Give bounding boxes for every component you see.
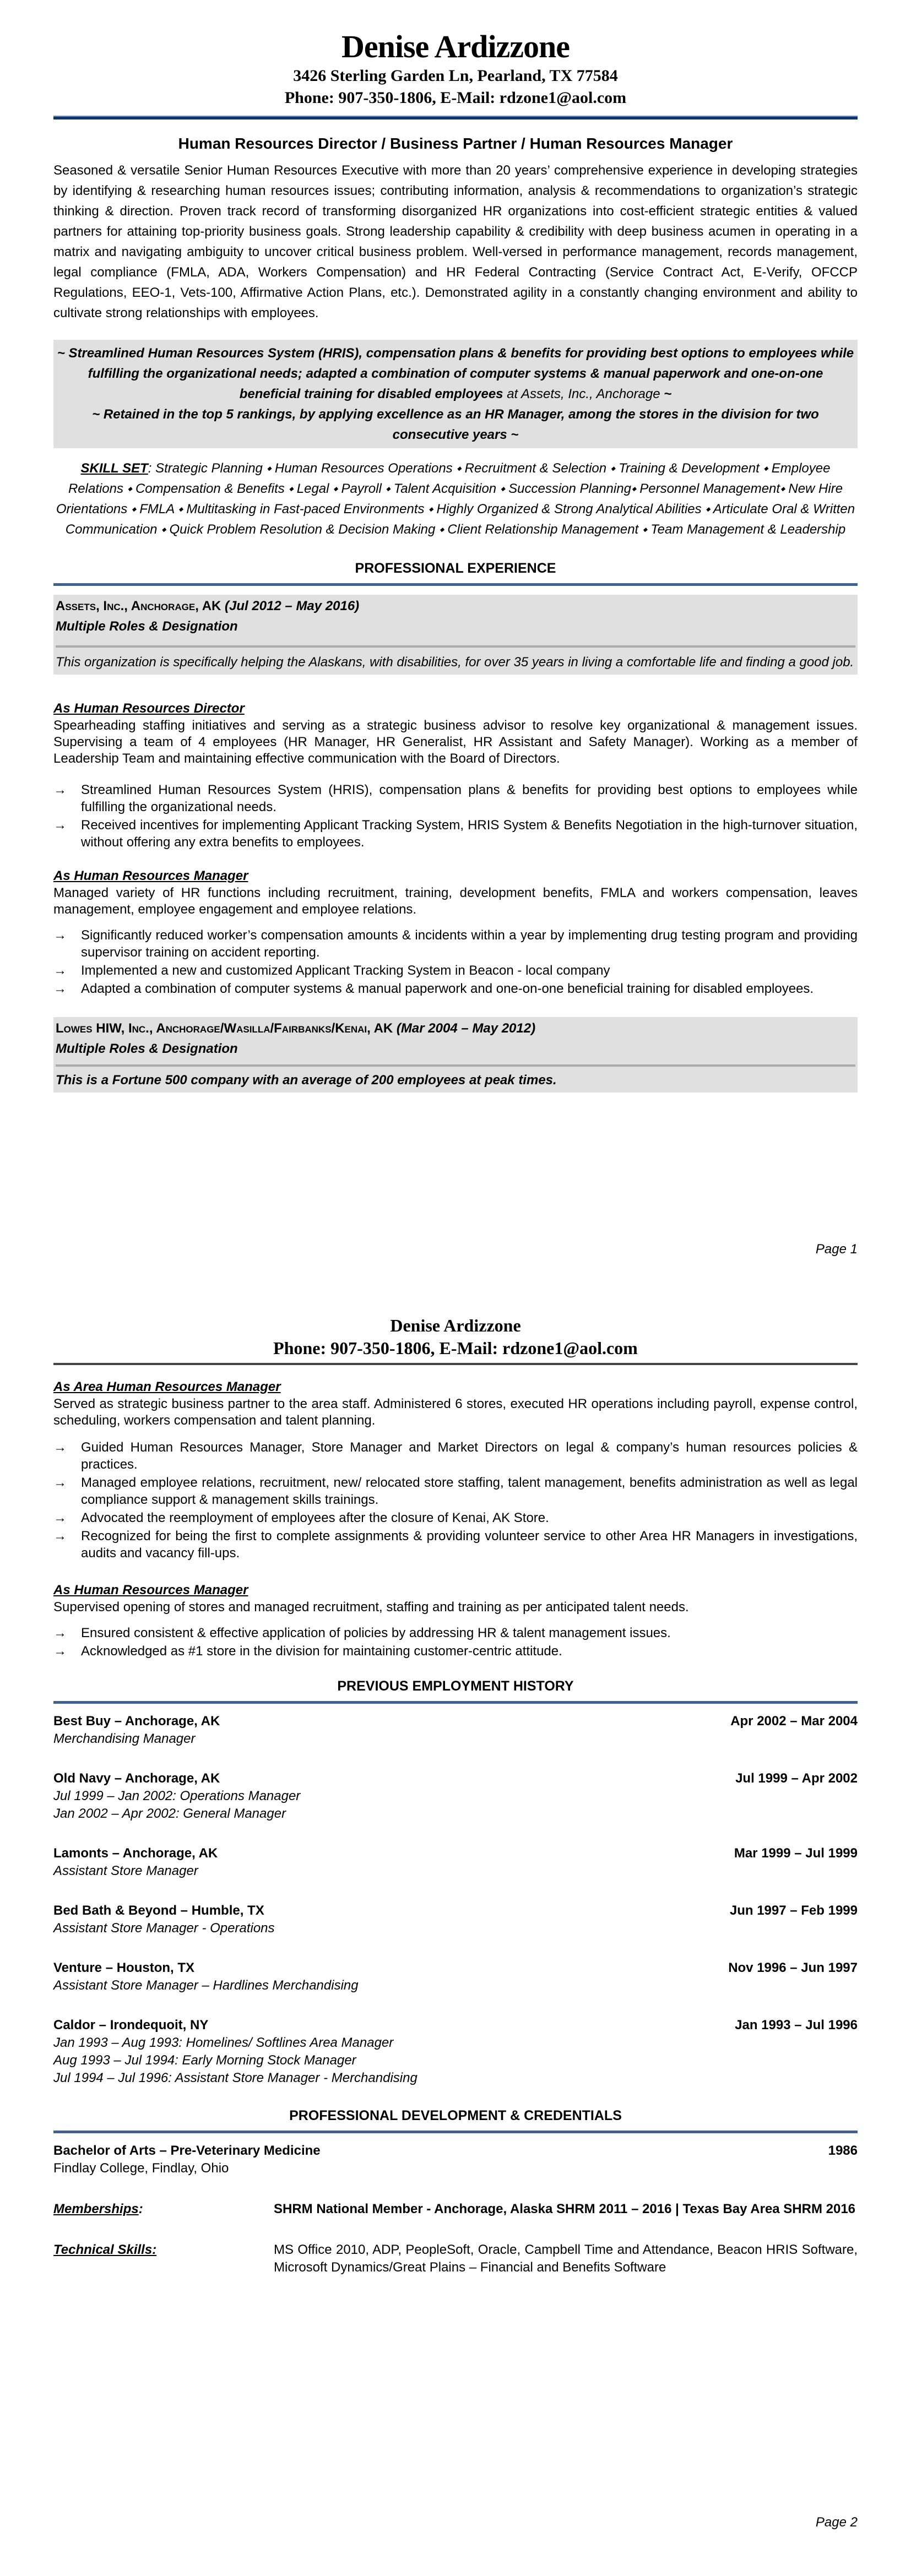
company-dates: (Jul 2012 – May 2016) — [221, 599, 360, 613]
job-dates: Nov 1996 – Jun 1997 — [728, 1960, 858, 1975]
list-item: → Streamlined Human Resources System (HRIS), compensation plans & benefits for providing best options to employees while fulfilling the organizational needs. — [53, 782, 858, 814]
role-description: Supervised opening of stores and managed recruitment, staffing and training as per anticipated talent needs. — [53, 1600, 689, 1615]
page-number: Page 1 — [815, 1242, 858, 1257]
job-title: Assistant Store Manager — [53, 1863, 198, 1878]
job-title: Aug 1993 – Jul 1994: Early Morning Stock Manager — [53, 2053, 356, 2068]
section-divider — [53, 1701, 858, 1704]
list-item: → Recognized for being the first to complete assignments & providing volunteer service to other Area HR Managers in investigations, audits and vacancy fill-ups. — [53, 1529, 858, 1561]
section-title-experience: PROFESSIONAL EXPERIENCE — [355, 561, 556, 576]
arrow-icon: → — [53, 818, 67, 833]
company-dates: (Mar 2004 – May 2012) — [393, 1021, 536, 1036]
job-title: Assistant Store Manager – Hardlines Merchandising — [53, 1978, 359, 1993]
list-item: → Received incentives for implementing Applicant Tracking System, HRIS System & Benefits Negotiation in the high-turnover situation, without offering any extra benefits to employees. — [53, 818, 858, 850]
header-divider — [53, 1363, 858, 1365]
candidate-name: Denise Ardizzone — [341, 29, 570, 64]
role-description: Managed variety of HR functions including recruitment, training, development benefits, FMLA and workers compensation, leaves management, employee engagement and employee relations. — [53, 885, 858, 917]
role-title-hr-manager: As Human Resources Manager — [53, 1583, 248, 1597]
arrow-icon: → — [53, 1529, 67, 1544]
company-description: This is a Fortune 500 company with an average of 200 employees at peak times. — [56, 1073, 557, 1088]
highlights-box — [53, 340, 858, 448]
memberships-value: SHRM National Member - Anchorage, Alaska SHRM 2011 – 2016 | Texas Bay Area SHRM 2016 — [274, 2202, 856, 2216]
arrow-icon: → — [53, 963, 67, 978]
achievement-list — [53, 1439, 858, 1562]
job-dates: Jan 1993 – Jul 1996 — [735, 2018, 858, 2032]
degree-year: 1986 — [828, 2143, 858, 2158]
job-entry — [53, 2017, 858, 2087]
job-company: Best Buy – Anchorage, AK — [53, 1714, 220, 1729]
role-description: Spearheading staffing initiatives and serving as a strategic business advisor to resolve key organizational & management issues. Supervising a team of 4 employees (HR Manager, HR Generalist, HR Assistant and Safety Manager). Working as a member of Leadership Team and maintaining effective communication with the Board of Directors. — [53, 718, 858, 766]
role-title-hr-manager: As Human Resources Manager — [53, 868, 248, 883]
job-title: Jan 2002 – Apr 2002: General Manager — [53, 1806, 286, 1821]
list-item: → Advocated the reemployment of employees after the closure of Kenai, AK Store. — [53, 1510, 549, 1525]
section-title-history: PREVIOUS EMPLOYMENT HISTORY — [337, 1678, 574, 1694]
company-description: This organization is specifically helping the Alaskans, with disabilities, for over 35 years in living a comfortable life and finding a good job. — [56, 655, 854, 670]
company-header-assets — [53, 595, 858, 675]
list-item: → Guided Human Resources Manager, Store Manager and Market Directors on legal & company’s human resources policies & practices. — [53, 1440, 858, 1472]
arrow-icon: → — [53, 1644, 67, 1659]
page-number: Page 2 — [815, 2515, 858, 2530]
address: 3426 Sterling Garden Ln, Pearland, TX 77584 — [293, 67, 618, 85]
job-title: Jul 1999 – Jan 2002: Operations Manager — [53, 1789, 301, 1803]
highlight-2: ~ Retained in the top 5 rankings, by applying excellence as an HR Manager, among the stores in the division for two consecutive years ~ — [92, 407, 819, 442]
company-roles: Multiple Roles & Designation — [56, 619, 238, 634]
job-company: Old Navy – Anchorage, AK — [53, 1771, 220, 1786]
skill-set-label: SKILL SET — [80, 461, 148, 476]
role-title-hr-director: As Human Resources Director — [53, 701, 245, 716]
company-roles: Multiple Roles & Designation — [56, 1041, 238, 1056]
memberships-row: Memberships: SHRM National Member - Anchorage, Alaska SHRM 2011 – 2016 | Texas Bay Area SHRM 2016 — [53, 2200, 858, 2218]
job-title: Assistant Store Manager - Operations — [53, 1921, 275, 1936]
job-title: Merchandising Manager — [53, 1731, 196, 1746]
header-divider — [53, 116, 858, 119]
highlight-1: ~ Streamlined Human Resources System (HRIS), compensation plans & benefits for providing best options to employees while fulfilling the organizational needs; adapted a combination of computer systems & manual paperwork and one-on-one beneficial training for disabled employees at Assets, Inc., Anchorage ~ — [57, 346, 854, 401]
list-item: → Managed employee relations, recruitment, new/ relocated store staffing, talent management, benefits administration as well as legal compliance support & management skills trainings. — [53, 1475, 858, 1507]
job-entry — [53, 1902, 858, 1937]
arrow-icon: → — [53, 1475, 67, 1490]
section-divider — [53, 2131, 858, 2133]
skill-set-list: : Strategic Planning ⬩ Human Resources Operations ⬩ Recruitment & Selection ⬩ Training & Development ⬩ Employee Relations ⬩ Compensation & Benefits ⬩ Legal ⬩ Payroll ⬩ Talent Acquisition ⬩ Succession Planning⬩ Personnel Management⬩ New Hire Orientations ⬩ FMLA ⬩ Multitasking in Fast-paced Environments ⬩ Highly Organized & Strong Analytical Abilities ⬩ Articulate Oral & Written Communication ⬩ Quick Problem Resolution & Decision Making ⬩ Client Relationship Management ⬩ Team Management & Leadership — [56, 461, 855, 537]
arrow-icon: → — [53, 1626, 67, 1640]
professional-headline: Human Resources Director / Business Partner / Human Resources Manager — [178, 135, 733, 152]
list-item: → Adapted a combination of computer systems & manual paperwork and one-on-one beneficial training for disabled employees. — [53, 981, 814, 996]
technical-skills-row — [53, 2241, 858, 2276]
school: Findlay College, Findlay, Ohio — [53, 2161, 229, 2176]
company-divider — [56, 645, 855, 648]
company-name: Lowes HIW, Inc., Anchorage/Wasilla/Fairbanks/Kenai, AK — [56, 1021, 393, 1036]
job-entry — [53, 1770, 858, 1823]
technical-skills-label: Technical Skills: — [53, 2242, 157, 2257]
achievement-list — [53, 781, 858, 851]
job-company: Caldor – Irondequoit, NY — [53, 2018, 209, 2032]
achievement-list — [53, 1624, 858, 1660]
skill-set — [53, 458, 858, 540]
job-dates: Mar 1999 – Jul 1999 — [734, 1846, 858, 1861]
page-2 — [0, 1288, 911, 2576]
company-name: Assets, Inc., Anchorage, AK — [56, 599, 221, 613]
role-title-area-hr-manager: As Area Human Resources Manager — [53, 1379, 281, 1394]
memberships-label: Memberships — [53, 2202, 139, 2216]
list-item: → Significantly reduced worker’s compensation amounts & incidents within a year by implementing drug testing program and providing supervisor training on accident reporting. — [53, 928, 858, 960]
technical-skills-value: MS Office 2010, ADP, PeopleSoft, Oracle, Campbell Time and Attendance, Beacon HRIS Software, Microsoft Dynamics/Great Plains – Financial and Benefits Software — [274, 2242, 858, 2275]
list-item: → Implemented a new and customized Applicant Tracking System in Beacon - local company — [53, 963, 610, 978]
contact-line: Phone: 907-350-1806, E-Mail: rdzone1@aol.com — [284, 89, 627, 107]
job-dates: Apr 2002 – Mar 2004 — [730, 1714, 858, 1729]
arrow-icon: → — [53, 1510, 67, 1525]
job-entry — [53, 1713, 858, 1748]
achievement-list — [53, 927, 858, 997]
role-description: Served as strategic business partner to the area staff. Administered 6 stores, executed HR operations including payroll, expense control, scheduling, workers compensation and talent planning. — [53, 1396, 858, 1428]
job-company: Bed Bath & Beyond – Humble, TX — [53, 1903, 264, 1918]
job-company: Lamonts – Anchorage, AK — [53, 1846, 218, 1861]
arrow-icon: → — [53, 981, 67, 996]
job-title: Jul 1994 – Jul 1996: Assistant Store Manager - Merchandising — [53, 2070, 417, 2085]
arrow-icon: → — [53, 1440, 67, 1455]
education-entry — [53, 2142, 858, 2177]
job-title: Jan 1993 – Aug 1993: Homelines/ Softlines Area Manager — [53, 2035, 394, 2050]
job-company: Venture – Houston, TX — [53, 1960, 195, 1975]
contact-line: Phone: 907-350-1806, E-Mail: rdzone1@aol.com — [273, 1338, 638, 1358]
degree: Bachelor of Arts – Pre-Veterinary Medicine — [53, 2143, 321, 2158]
company-divider — [56, 1064, 855, 1067]
company-header-lowes — [53, 1017, 858, 1093]
arrow-icon: → — [53, 782, 67, 797]
section-title-credentials: PROFESSIONAL DEVELOPMENT & CREDENTIALS — [289, 2108, 622, 2123]
arrow-icon: → — [53, 928, 67, 943]
candidate-name: Denise Ardizzone — [390, 1316, 521, 1335]
job-entry — [53, 1845, 858, 1880]
section-divider — [53, 583, 858, 586]
summary-paragraph: Seasoned & versatile Senior Human Resources Executive with more than 20 years’ comprehensive experience in developing strategies by identifying & researching human resources issues; contributing information, analysis & recommendations to organization’s strategic thinking & direction. Proven track record of transforming disorganized HR organizations into cost-efficient strategic entities & valued partners for attaining top-priority business goals. Strong leadership capability & credibility with deep business acumen in operating in a matrix and navigating ambiguity to uncover critical business problem. Well-versed in performance management, records management, legal compliance (FMLA, ADA, Workers Compensation) and HR Federal Contracting (Service Contract Act, E-Verify, OFCCP Regulations, EEO-1, Vets-100, Affirmative Action Plans, etc.). Demonstrated agility in a constantly changing environment and ability to cultivate strong relationships with employees. — [53, 163, 858, 320]
job-dates: Jun 1997 – Feb 1999 — [729, 1903, 858, 1918]
job-dates: Jul 1999 – Apr 2002 — [735, 1771, 858, 1786]
job-entry — [53, 1959, 858, 1995]
list-item: → Ensured consistent & effective application of policies by addressing HR & talent management issues. — [53, 1626, 671, 1640]
list-item: → Acknowledged as #1 store in the division for maintaining customer-centric attitude. — [53, 1644, 562, 1659]
